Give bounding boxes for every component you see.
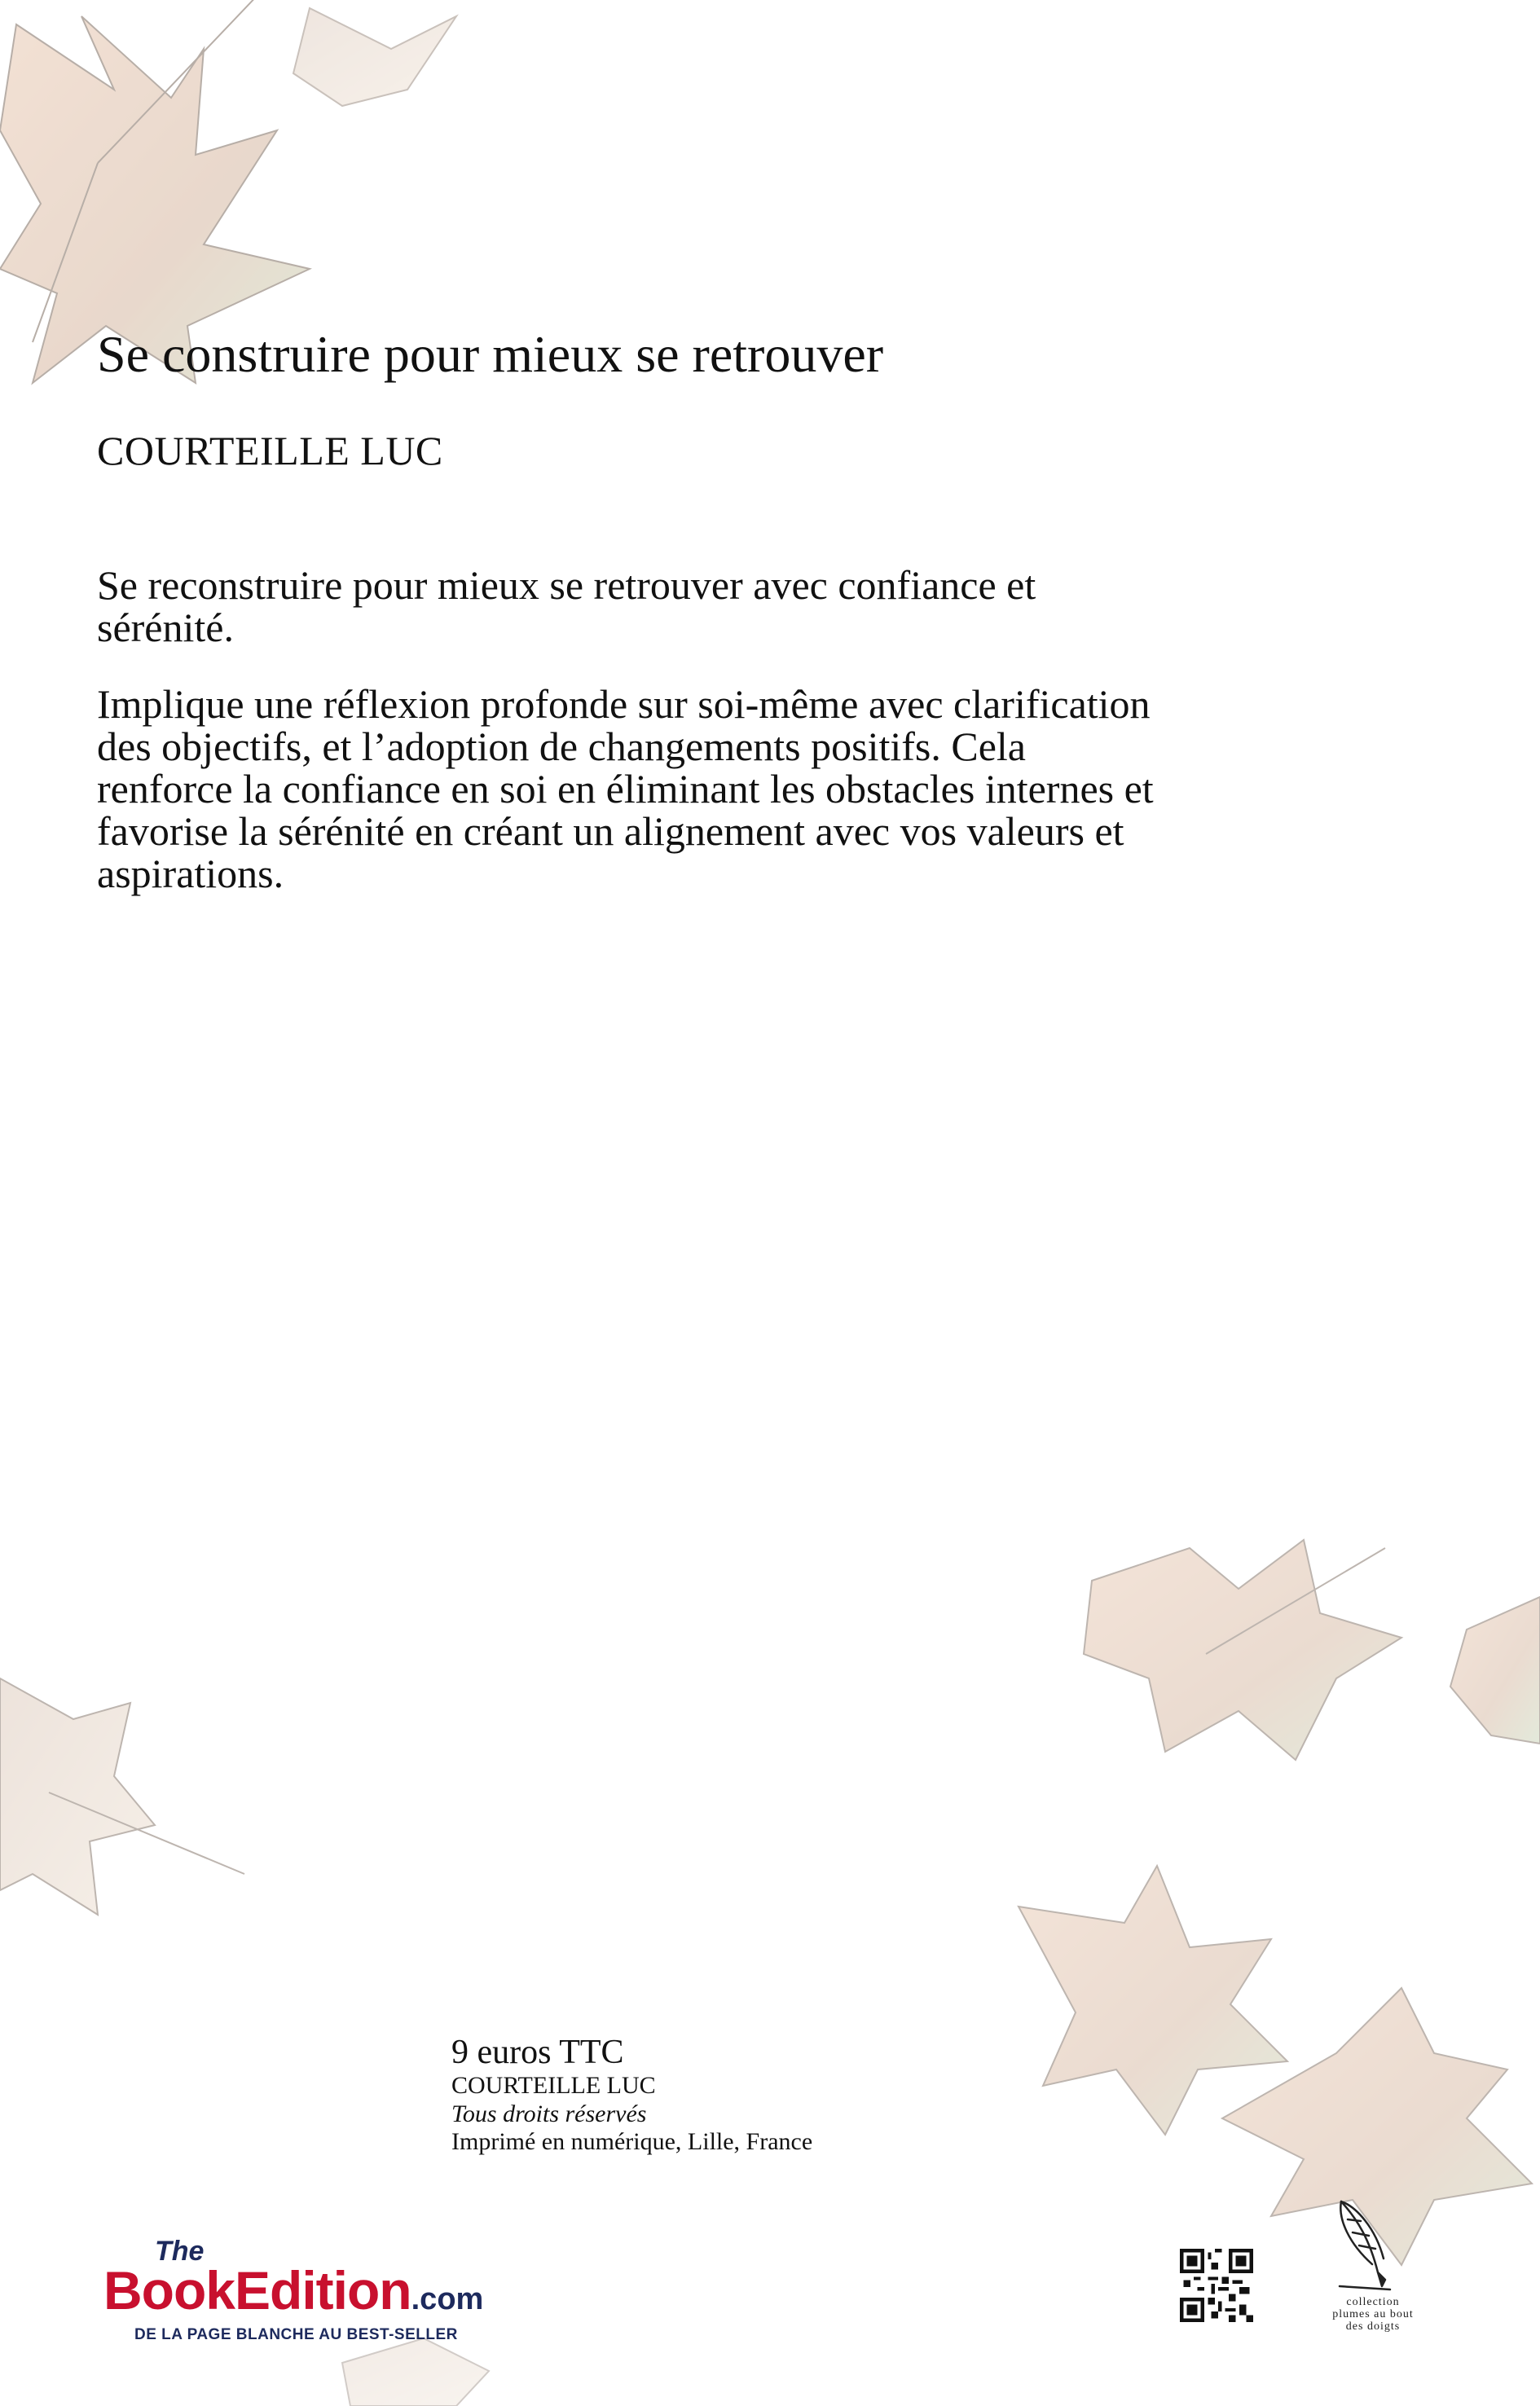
imprint-printed: Imprimé en numérique, Lille, France — [451, 2128, 813, 2156]
blurb-paragraph-2: Implique une réflexion profonde sur soi-même avec clarification des objectifs, et l’adoption de changements positifs. Cela renforce la confiance en soi en éliminant les obstacles internes et favorise la sérénité en créant un alignement avec vos valeurs et aspirations. — [97, 681, 1154, 897]
imprint-author: COURTEILLE LUC — [451, 2072, 656, 2100]
imprint-rights: Tous droits réservés — [451, 2100, 647, 2127]
publisher-logo-com: .com — [411, 2282, 484, 2316]
leaf-right-edge — [1450, 1597, 1540, 1744]
publisher-logo-name — [103, 2260, 576, 2320]
qr-code-icon — [1180, 2249, 1253, 2322]
publisher-tagline: DE LA PAGE BLANCHE AU BEST-SELLER — [134, 2325, 458, 2343]
imprint-block — [451, 2033, 812, 2157]
leaf-mid-right — [1084, 1540, 1401, 1760]
collection-logo — [1328, 2195, 1418, 2333]
publisher-logo-the: The — [155, 2236, 205, 2267]
leaf-left-low — [0, 1678, 244, 1915]
price-label: 9 euros TTC — [451, 2034, 624, 2071]
book-author: COURTEILLE LUC — [97, 428, 443, 474]
leaf-bottom-right — [1019, 1866, 1532, 2265]
publisher-logo-edition: Edition — [235, 2260, 411, 2320]
leaf-top-left-2 — [293, 8, 456, 106]
book-title: Se construire pour mieux se retrouver — [97, 325, 884, 383]
publisher-logo — [103, 2237, 576, 2344]
book-cover-text — [97, 326, 1156, 895]
leaf-bottom-center — [342, 2338, 489, 2406]
quill-icon — [1333, 2195, 1395, 2293]
collection-label: collection plumes au bout des doigts — [1332, 2296, 1414, 2333]
blurb-paragraph-1: Se reconstruire pour mieux se retrouver avec confiance et sérénité. — [97, 562, 1036, 651]
publisher-logo-book: Book — [103, 2260, 235, 2320]
